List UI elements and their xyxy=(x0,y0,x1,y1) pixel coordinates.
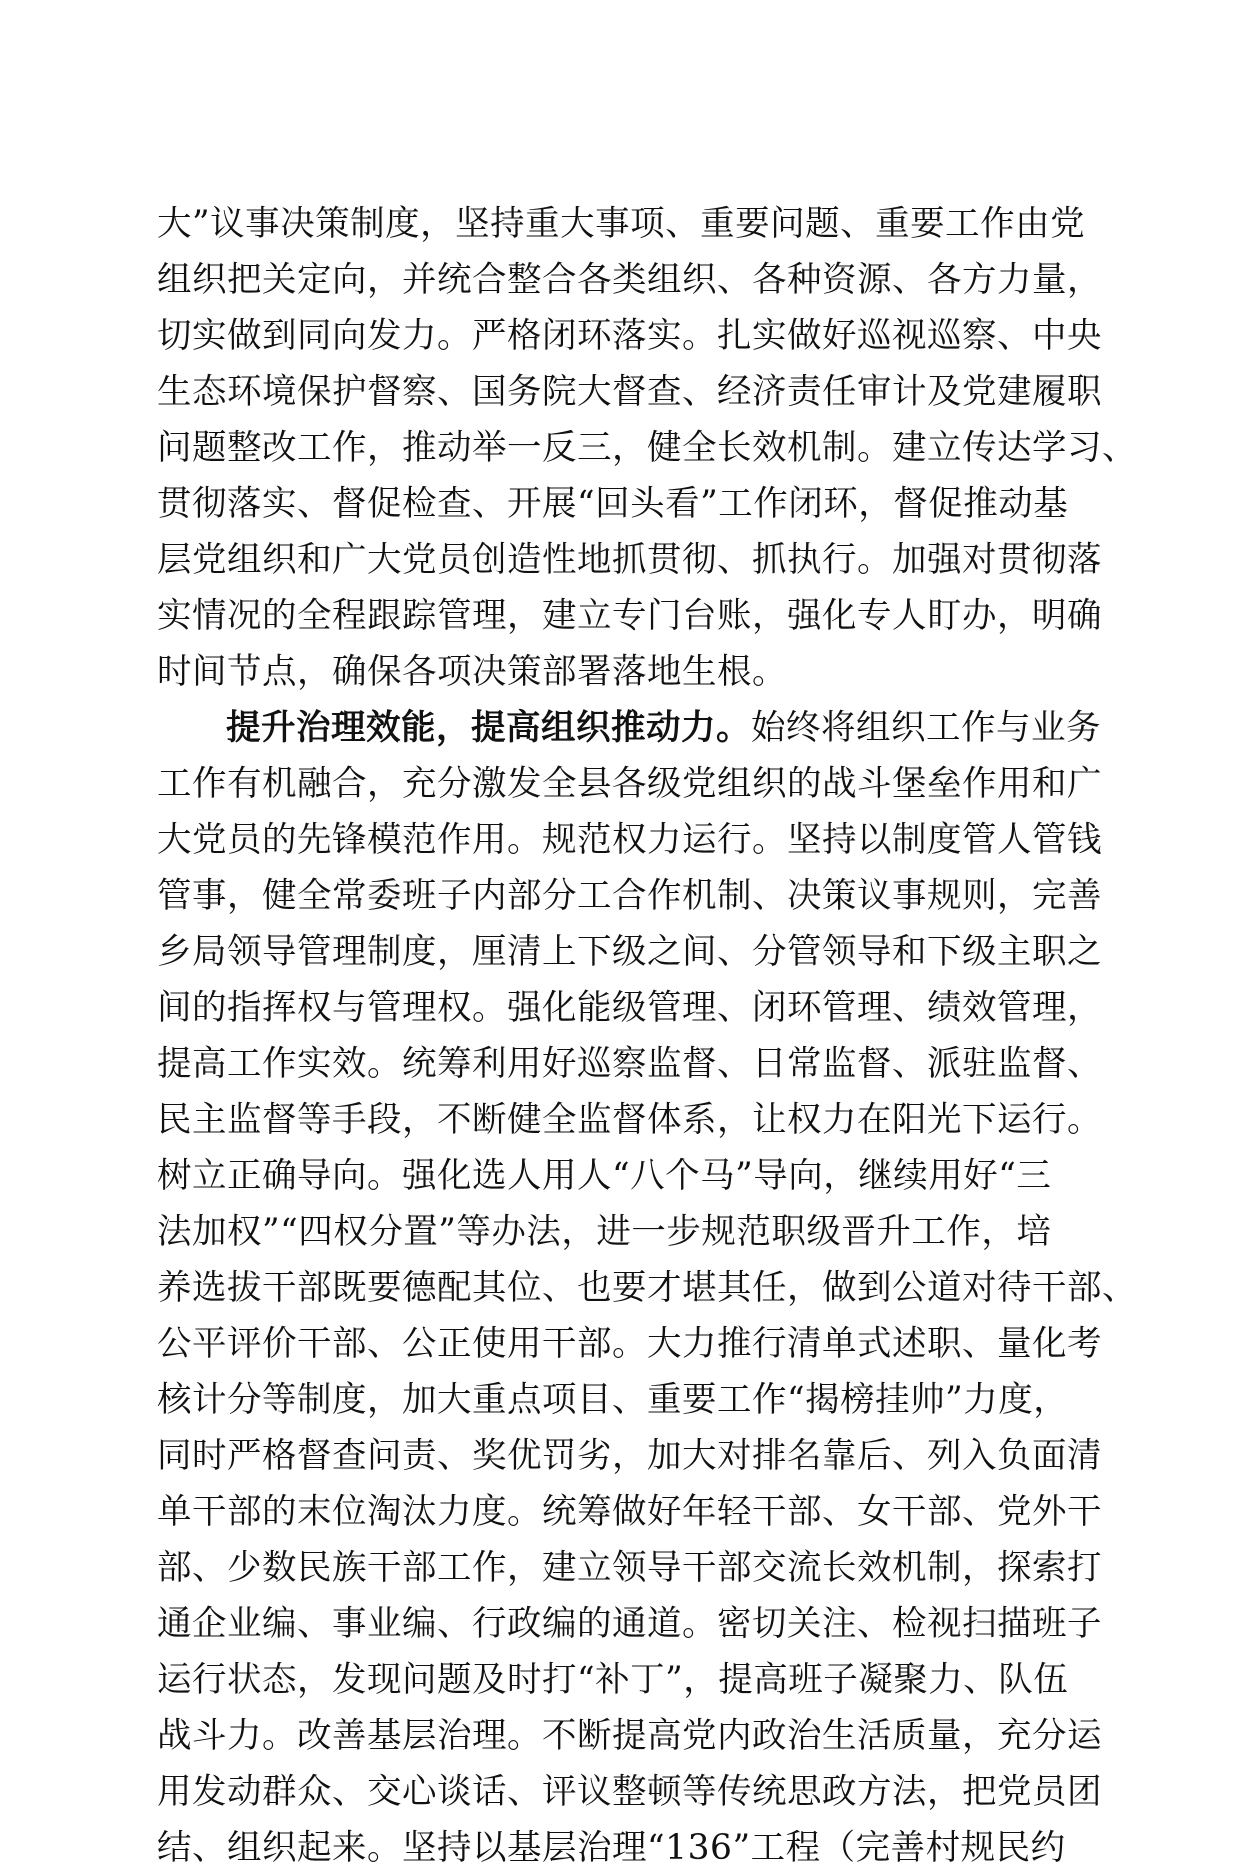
text-line: 切实做到同向发力。严格闭环落实。扎实做好巡视巡察、中央 xyxy=(157,316,1102,356)
text-line: 战斗力。改善基层治理。不断提高党内政治生活质量，充分运 xyxy=(157,1716,1102,1756)
text-line: 通企业编、事业编、行政编的通道。密切关注、检视扫描班子 xyxy=(157,1604,1102,1644)
text-line: 实情况的全程跟踪管理，建立专门台账，强化专人盯办，明确 xyxy=(157,596,1102,636)
text-line: 单干部的末位淘汰力度。统筹做好年轻干部、女干部、党外干 xyxy=(157,1492,1102,1532)
text-line: 同时严格督查问责、奖优罚劣，加大对排名靠后、列入负面清 xyxy=(157,1436,1102,1476)
paragraph-first-line xyxy=(157,700,1101,756)
text-line: 核计分等制度，加大重点项目、重要工作“揭榜挂帅”力度， xyxy=(157,1380,1069,1420)
text-line: 生态环境保护督察、国务院大督查、经济责任审计及党建履职 xyxy=(157,372,1102,412)
text-line: 大党员的先锋模范作用。规范权力运行。坚持以制度管人管钱 xyxy=(157,820,1102,860)
text-line: 养选拔干部既要德配其位、也要才堪其任，做到公道对待干部、 xyxy=(157,1268,1137,1308)
text-line: 提高工作实效。统筹利用好巡察监督、日常监督、派驻监督、 xyxy=(157,1044,1102,1084)
text-line: 运行状态，发现问题及时打“补丁”，提高班子凝聚力、队伍 xyxy=(157,1660,1069,1700)
paragraph-heading: 提升治理效能，提高组织推动力。 xyxy=(226,708,751,748)
text-line: 乡局领导管理制度，厘清上下级之间、分管领导和下级主职之 xyxy=(157,932,1102,972)
text-line: 大”议事决策制度，坚持重大事项、重要问题、重要工作由党 xyxy=(157,204,1086,244)
text-line: 间的指挥权与管理权。强化能级管理、闭环管理、绩效管理， xyxy=(157,988,1102,1028)
body-text xyxy=(157,196,1137,1876)
paragraph-first-text: 始终将组织工作与业务 xyxy=(751,708,1101,748)
text-line: 民主监督等手段，不断健全监督体系，让权力在阳光下运行。 xyxy=(157,1100,1102,1140)
text-line: 法加权”“四权分置”等办法，进一步规范职级晋升工作，培 xyxy=(157,1212,1052,1252)
text-line: 时间节点，确保各项决策部署落地生根。 xyxy=(157,652,787,692)
text-line: 贯彻落实、督促检查、开展“回头看”工作闭环，督促推动基 xyxy=(157,484,1069,524)
text-line: 组织把关定向，并统合整合各类组织、各种资源、各方力量， xyxy=(157,260,1102,300)
text-line: 问题整改工作，推动举一反三，健全长效机制。建立传达学习、 xyxy=(157,428,1137,468)
text-line: 用发动群众、交心谈话、评议整顿等传统思政方法，把党员团 xyxy=(157,1772,1102,1812)
text-line: 工作有机融合，充分激发全县各级党组织的战斗堡垒作用和广 xyxy=(157,764,1102,804)
text-line: 管事，健全常委班子内部分工合作机制、决策议事规则，完善 xyxy=(157,876,1102,916)
text-line: 部、少数民族干部工作，建立领导干部交流长效机制，探索打 xyxy=(157,1548,1102,1588)
text-line: 层党组织和广大党员创造性地抓贯彻、抓执行。加强对贯彻落 xyxy=(157,540,1102,580)
text-line: 树立正确导向。强化选人用人“八个马”导向，继续用好“三 xyxy=(157,1156,1052,1196)
text-line: 结、组织起来。坚持以基层治理“136”工程（完善村规民约 xyxy=(157,1828,1066,1868)
text-line: 公平评价干部、公正使用干部。大力推行清单式述职、量化考 xyxy=(157,1324,1102,1364)
